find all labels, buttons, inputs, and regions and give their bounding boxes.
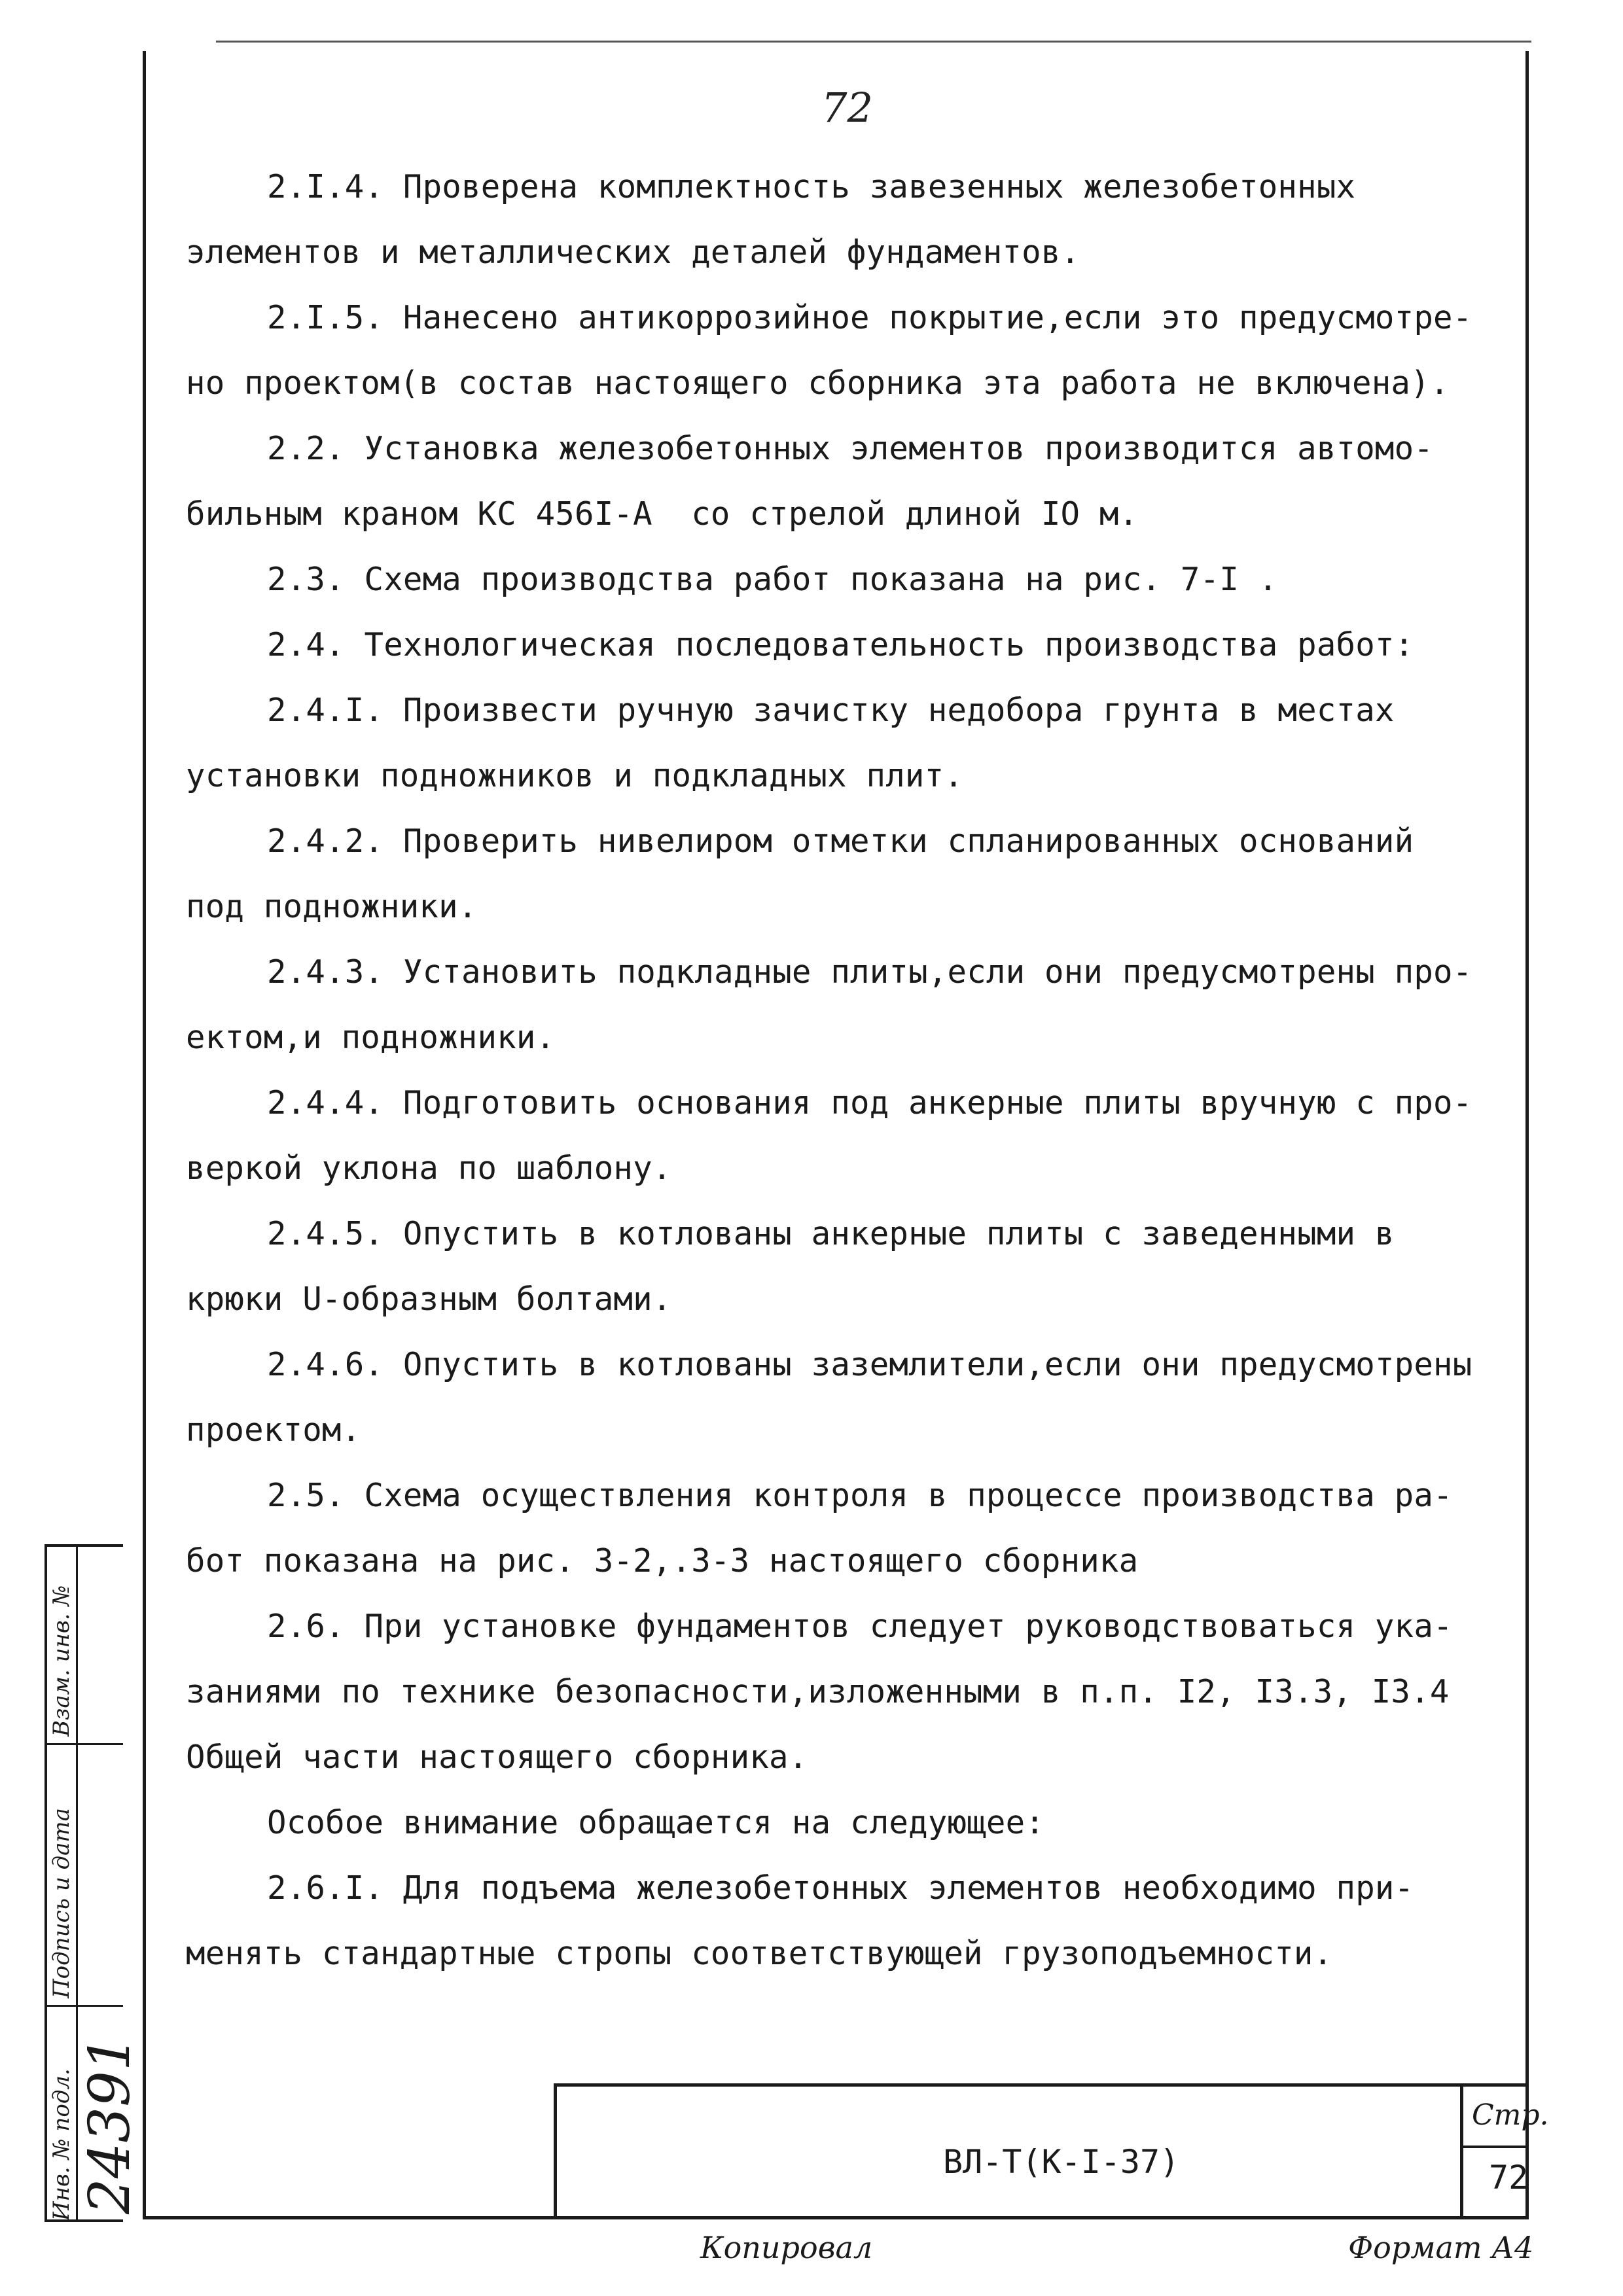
paragraph-line: 2.4. Технологическая последовательность производства работ:	[267, 626, 1414, 663]
paragraph-line: 2.2. Установка железобетонных элементов производится автомо-	[267, 430, 1434, 467]
title-block	[554, 2083, 1549, 2219]
title-block-divider	[1460, 2087, 1463, 2219]
paragraph-line: проектом.	[186, 1411, 361, 1449]
paragraph-line: элементов и металлических деталей фундаментов.	[186, 234, 1080, 271]
paragraph-line: 2.I.4. Проверена комплектность завезенных железобетонных	[267, 168, 1356, 205]
paragraph-line: под подножники.	[186, 888, 478, 925]
paragraph-line: 2.4.6. Опустить в котлованы заземлители,если они предусмотрены	[267, 1346, 1472, 1383]
stamp-divider	[47, 2005, 123, 2007]
paragraph-line: веркой уклона по шаблону.	[186, 1150, 672, 1187]
paragraph-line: 2.4.5. Опустить в котлованы анкерные плиты с заведенными в	[267, 1215, 1395, 1252]
paragraph-line: 2.5. Схема осуществления контроля в процессе производства ра-	[267, 1477, 1453, 1514]
document-code: ВЛ-Т(К-I-37)	[943, 2143, 1180, 2181]
top-border-line	[216, 41, 1531, 43]
paragraph-line: установки подножников и подкладных плит.	[186, 757, 964, 794]
sheet-label: Стр.	[1472, 2098, 1549, 2132]
sheet-number: 72	[1489, 2159, 1529, 2197]
paragraph-line: 2.4.3. Установить подкладные плиты,если они предусмотрены про-	[267, 953, 1472, 991]
paragraph-line: ектом,и подножники.	[186, 1019, 556, 1056]
stamp-divider	[47, 1743, 123, 1745]
paragraph-line: 2.3. Схема производства работ показана на рис. 7-I .	[267, 561, 1278, 598]
paragraph-line: но проектом(в состав настоящего сборника эта работа не включена).	[186, 364, 1450, 402]
stamp-sign-label: Подпись и дата	[48, 1808, 75, 1998]
paragraph-line: 2.I.5. Нанесено антикоррозийное покрытие,если это предусмотре-	[267, 299, 1472, 336]
paragraph-line: бот показана на рис. 3-2,.3-3 настоящего сборника	[186, 1542, 1139, 1580]
title-block-divider	[1460, 2146, 1529, 2148]
paragraph-line: бильным краном КС 456I-А со стрелой длиной IO м.	[186, 495, 1139, 533]
paragraph-line: 2.6. При установке фундаментов следует руководствоваться ука-	[267, 1608, 1453, 1645]
format-label: Формат А4	[1348, 2230, 1534, 2265]
stamp-inv-number: 24391	[77, 2035, 143, 2214]
paragraph-line: менять стандартные стропы соответствующей грузоподъемности.	[186, 1935, 1333, 1972]
paragraph-line: 2.6.I. Для подъема железобетонных элементов необходимо при-	[267, 1869, 1414, 1907]
stamp-replace-label: Взам. инв. №	[48, 1585, 75, 1737]
paragraph-line: Общей части настоящего сборника.	[186, 1739, 808, 1776]
stamp-inv-label: Инв. № подл.	[48, 2068, 75, 2221]
paragraph-line: 2.4.I. Произвести ручную зачистку недобора грунта в местах	[267, 692, 1395, 729]
copied-by-label: Копировал	[700, 2230, 873, 2265]
left-approval-stamp	[45, 1544, 143, 2222]
paragraph-line: заниями по технике безопасности,изложенными в п.п. I2, I3.3, I3.4	[186, 1673, 1450, 1710]
paragraph-line: 2.4.2. Проверить нивелиром отметки спланированных оснований	[267, 822, 1414, 860]
paragraph-line: Особое внимание обращается на следующее:	[267, 1804, 1045, 1841]
page-number-handwritten: 72	[821, 84, 873, 132]
paragraph-line: 2.4.4. Подготовить основания под анкерные плиты вручную с про-	[267, 1084, 1472, 1122]
document-body	[186, 154, 1521, 1987]
paragraph-line: крюки U-образным болтами.	[186, 1280, 672, 1318]
